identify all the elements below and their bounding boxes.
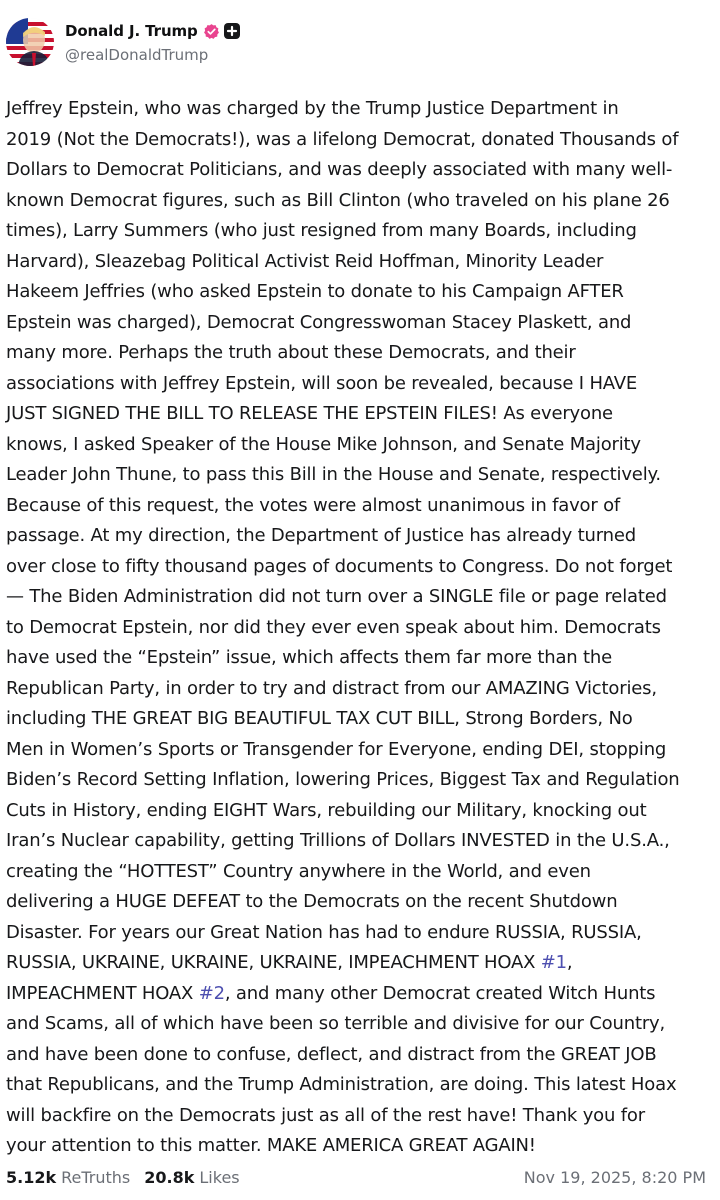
post-text-segment: — The Biden Administration did not turn over a SINGLE file or page related	[6, 586, 667, 607]
post-text-segment: RUSSIA, UKRAINE, UKRAINE, UKRAINE, IMPEACHMENT HOAX	[6, 952, 541, 973]
post-text-segment: knows, I asked Speaker of the House Mike Johnson, and Senate Majority	[6, 433, 641, 455]
post-body-line	[6, 1131, 720, 1162]
post-body-line	[6, 979, 720, 1010]
handle[interactable]: @realDonaldTrump	[65, 46, 209, 64]
post-text-segment: Dollars to Democrat Politicians, and was deeply associated with many well-	[6, 159, 673, 180]
post-body-line	[6, 399, 720, 430]
display-name[interactable]: Donald J. Trump	[65, 22, 198, 40]
post-text-segment: and Scams, all of which have been so terrible and divisive for our Country,	[6, 1013, 666, 1034]
post-text-segment: creating the “HOTTEST” Country anywhere in the World, and even	[6, 860, 591, 882]
post-text-segment: Men in Women’s Sports or Transgender for Everyone, ending DEI, stopping	[6, 738, 667, 760]
post-body-line	[6, 948, 720, 979]
post-text-segment: , and many other Democrat created Witch Hunts	[224, 982, 656, 1004]
post-body-line	[6, 186, 720, 217]
post-text-segment: Hakeem Jeffries (who asked Epstein to donate to his Campaign AFTER	[6, 281, 624, 302]
post-body-line	[6, 369, 720, 400]
post-body	[6, 94, 720, 1162]
post-text-segment: have used the “Epstein” issue, which affects them far more than the	[6, 647, 613, 668]
post-text-segment: and have been done to confuse, deflect, and distract from the GREAT JOB	[6, 1043, 657, 1065]
post-text-segment: many more. Perhaps the truth about these Democrats, and their	[6, 342, 576, 363]
post-text-segment: Republican Party, in order to try and distract from our AMAZING Victories,	[6, 677, 657, 699]
plus-badge-icon	[224, 23, 240, 39]
post-text-segment: delivering a HUGE DEFEAT to the Democrats on the recent Shutdown	[6, 891, 618, 912]
post-text-segment: including THE GREAT BIG BEAUTIFUL TAX CUT BILL, Strong Borders, No	[6, 708, 633, 729]
post-text-segment: 2019 (Not the Democrats!), was a lifelong Democrat, donated Thousands of	[6, 128, 679, 150]
post-text-segment: Harvard), Sleazebag Political Activist Reid Hoffman, Minority Leader	[6, 250, 604, 272]
post-body-line	[6, 1040, 720, 1071]
likes-count: 20.8k	[144, 1167, 195, 1187]
post-body-line	[6, 460, 720, 491]
post-text-segment: your attention to this matter. MAKE AMERICA GREAT AGAIN!	[6, 1135, 536, 1156]
retruths-label: ReTruths	[61, 1167, 131, 1187]
post-body-line	[6, 887, 720, 918]
post-footer	[6, 1164, 706, 1190]
post-body-line	[6, 155, 720, 186]
post-body-line	[6, 796, 720, 827]
post-text-segment: over close to fifty thousand pages of documents to Congress. Do not forget	[6, 555, 673, 577]
post-body-line	[6, 704, 720, 735]
name-row	[65, 20, 240, 42]
post-text-segment: Jeffrey Epstein, who was charged by the Trump Justice Department in	[6, 98, 619, 119]
post-body-line	[6, 1101, 720, 1132]
post-header	[6, 17, 240, 67]
post-body-line	[6, 643, 720, 674]
post-text-segment: to Democrat Epstein, nor did they ever even speak about him. Democrats	[6, 616, 661, 638]
post-text-segment: Biden’s Record Setting Inflation, lowering Prices, Biggest Tax and Regulation	[6, 769, 680, 790]
post-body-line	[6, 1070, 720, 1101]
post-timestamp[interactable]: Nov 19, 2025, 8:20 PM	[523, 1167, 706, 1187]
post-body-line	[6, 247, 720, 278]
post-text-segment: Cuts in History, ending EIGHT Wars, rebuilding our Military, knocking out	[6, 799, 647, 821]
post-body-line	[6, 1009, 720, 1040]
post-body-line	[6, 857, 720, 888]
avatar[interactable]	[6, 18, 54, 66]
post-body-line	[6, 430, 720, 461]
post-body-line	[6, 521, 720, 552]
post-text-segment: that Republicans, and the Trump Administration, are doing. This latest Hoax	[6, 1074, 677, 1095]
likes-label: Likes	[199, 1167, 240, 1187]
post-text-segment: Disaster. For years our Great Nation has had to endure RUSSIA, RUSSIA,	[6, 921, 642, 943]
post-body-line	[6, 338, 720, 369]
post-text-segment: associations with Jeffrey Epstein, will soon be revealed, because I HAVE	[6, 372, 638, 394]
post-text-segment: passage. At my direction, the Department of Justice has already turned	[6, 525, 636, 546]
retruths-stat[interactable]	[6, 1168, 130, 1187]
post-body-line	[6, 674, 720, 705]
post-body-line	[6, 552, 720, 583]
post-text-segment: times), Larry Summers (who just resigned from many Boards, including	[6, 220, 637, 241]
verified-badge-icon	[203, 23, 220, 40]
retruths-count: 5.12k	[6, 1167, 57, 1187]
post-body-line	[6, 765, 720, 796]
author-names	[65, 20, 240, 64]
post-text-segment: JUST SIGNED THE BILL TO RELEASE THE EPSTEIN FILES! As everyone	[6, 403, 613, 424]
post-body-line	[6, 216, 720, 247]
post-body-line	[6, 277, 720, 308]
hashtag-link[interactable]: #1	[540, 952, 567, 973]
likes-stat[interactable]	[144, 1168, 239, 1187]
post-text-segment: IMPEACHMENT HOAX	[6, 982, 199, 1004]
post-text-segment: Iran’s Nuclear capability, getting Trillions of Dollars INVESTED in the U.S.A.,	[6, 830, 670, 851]
post-body-line	[6, 491, 720, 522]
post-text-segment: Because of this request, the votes were almost unanimous in favor of	[6, 494, 621, 516]
post-body-line	[6, 94, 720, 125]
post-body-line	[6, 826, 720, 857]
hashtag-link[interactable]: #2	[198, 982, 225, 1004]
post-body-line	[6, 582, 720, 613]
post-text-segment: will backfire on the Democrats just as all of the rest have! Thank you for	[6, 1104, 645, 1126]
post-text-segment: Leader John Thune, to pass this Bill in the House and Senate, respectively.	[6, 464, 661, 485]
post-body-line	[6, 735, 720, 766]
post-body-line	[6, 308, 720, 339]
post-body-line	[6, 613, 720, 644]
post-text-segment: Epstein was charged), Democrat Congresswoman Stacey Plaskett, and	[6, 311, 632, 333]
post-body-line	[6, 125, 720, 156]
post-text-segment: ,	[566, 952, 573, 973]
post-text-segment: known Democrat figures, such as Bill Clinton (who traveled on his plane 26	[6, 189, 670, 211]
post-body-line	[6, 918, 720, 949]
